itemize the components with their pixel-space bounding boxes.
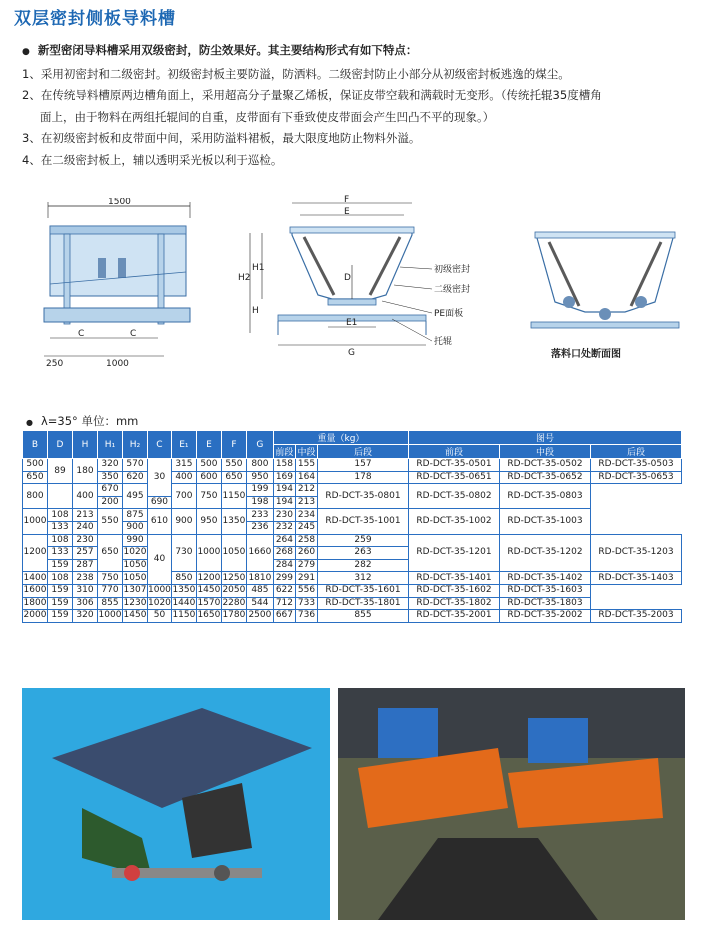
- table-cell: 1000: [196, 534, 221, 572]
- table-cell: RD-DCT-35-2001: [409, 610, 500, 623]
- intro-item-3: 3、在初级密封板和皮带面中间，采用防溢料裙板，最大限度地防止物料外溢。: [22, 131, 421, 145]
- table-cell: 1200: [23, 534, 48, 572]
- table-cell: 230: [73, 534, 98, 547]
- table-cell: 1600: [23, 585, 47, 596]
- table-cell: 800: [246, 459, 273, 472]
- table-cell: 570: [123, 459, 148, 472]
- table-cell: 350: [98, 471, 123, 484]
- table-cell: RD-DCT-35-2003: [591, 610, 682, 623]
- dim-1500: 1500: [108, 198, 131, 207]
- table-cell: 600: [196, 471, 221, 484]
- table-cell: RD-DCT-35-1802: [409, 597, 500, 610]
- drop-section-drawing: [525, 222, 690, 362]
- spec-table: B D H H₁ H₂ C E₁ E F G 重量（kg） 图号 前段 中段 后段 前段 中段 后段 500 89 180 320 570 30 315 500 550 800 158 155 157 RD-DCT-35-0501 RD-DCT-35-0502 RD-DCT-35-0503 650 350 620 400 600 650 950 169 164 178 RD-DCT-35-0651 RD-DCT-35-0652 RD-DCT-35-0653 800 400 670 495 700 750 1150 199 194 212 RD-DCT-35-0801 RD-DCT-35-0802 RD-DCT-35-0803 200 690 198 194 213 1000 108 213 550 875 610 900 950 1350 233 230 234 RD-DCT-35-1001 RD-DCT-35-1002 RD-DCT-35-1003 133 240 900 236 232 245 1200 108 230 650 990 40 730 1000 1050 1660 264 258 259 RD-DCT-35-1201 RD-DCT-35-1202 RD-DCT-35-1203 133 257 1020 268 260 263 159 287 1050 284 279 282 1400 108 238 750 1050 850 1200 1250 1810 299 291 312 RD-DCT-35-1401 RD-DCT-35-1402 RD-DCT-35-1403 1600 159 310 770 1307 1000 1350 1450 2050 485 622 556 RD-DCT-35-1601 RD-DCT-35-1602 RD-DCT-35-1603 1800 159 306 855 1230 1020 1440 1570 2280 544 712 733 RD-DCT-35-1801 RD-DCT-35-1802 RD-DCT-35-1803 2000 159 320 1000 1450 50 1150 1650 1780 2500 667 736 855 RD-DCT-35-2001 RD-DCT-35-2002 RD-DCT-35-2003: [22, 430, 682, 623]
- table-cell: 199: [246, 484, 273, 497]
- table-cell: 990: [123, 534, 148, 547]
- table-row: [23, 597, 682, 610]
- svg-text:1000: 1000: [106, 359, 129, 368]
- table-cell: 495: [123, 484, 148, 509]
- drop-section-caption: 落料口处断面图: [551, 349, 621, 360]
- table-cell: 212: [295, 484, 317, 497]
- table-cell: 158: [273, 459, 295, 472]
- table-cell: RD-DCT-35-1401: [409, 572, 500, 585]
- table-cell: 550: [98, 509, 123, 534]
- table-cell: 1780: [222, 610, 246, 621]
- table-cell: 213: [295, 496, 317, 509]
- table-cell: 200: [98, 496, 123, 509]
- table-cell: 284: [273, 559, 295, 572]
- table-cell: RD-DCT-35-0502: [500, 459, 591, 472]
- table-cell: 155: [295, 459, 317, 472]
- intro-section: [22, 40, 702, 171]
- table-cell: 180: [73, 459, 98, 484]
- table-cell: 855: [98, 597, 123, 610]
- table-cell: 875: [123, 509, 148, 522]
- table-cell: 279: [295, 559, 317, 572]
- table-row: [23, 610, 682, 623]
- table-cell: 1000: [98, 610, 122, 621]
- table-cell: 320: [98, 459, 123, 472]
- table-cell: 2280: [222, 597, 246, 608]
- unit-line: ● λ=35° 单位：mm: [26, 413, 138, 429]
- table-cell: RD-DCT-35-0503: [591, 459, 682, 472]
- table-cell: RD-DCT-35-0651: [409, 471, 500, 484]
- table-cell: 712: [273, 597, 295, 610]
- table-cell: RD-DCT-35-0501: [409, 459, 500, 472]
- svg-text:H2: H2: [238, 273, 251, 283]
- table-cell: 264: [273, 534, 295, 547]
- table-row: [23, 471, 682, 484]
- table-cell: 1230: [123, 597, 147, 608]
- table-cell: 1000: [23, 509, 48, 534]
- table-cell: 650: [23, 471, 48, 484]
- svg-text:E1: E1: [346, 318, 358, 328]
- table-cell: RD-DCT-35-0653: [591, 471, 682, 484]
- table-cell: 236: [246, 521, 273, 534]
- table-cell: 900: [123, 521, 148, 534]
- table-row: [23, 484, 682, 497]
- table-cell: 900: [171, 509, 196, 534]
- table-cell: 1400: [23, 572, 47, 583]
- table-cell: 108: [48, 509, 73, 522]
- table-cell: 1200: [197, 572, 221, 583]
- table-cell: 240: [73, 521, 98, 534]
- render-image: [22, 688, 330, 920]
- svg-text:C: C: [130, 329, 137, 339]
- table-cell: 850: [171, 572, 196, 585]
- table-cell: 690: [148, 496, 172, 509]
- svg-text:250: 250: [46, 359, 64, 368]
- table-cell: 1570: [197, 597, 221, 608]
- table-cell: 670: [98, 484, 123, 497]
- table-cell: 544: [246, 597, 273, 610]
- table-cell: 1307: [123, 585, 147, 596]
- table-cell: RD-DCT-35-0802: [409, 484, 500, 509]
- side-view-drawing: [40, 198, 200, 368]
- table-cell: 234: [295, 509, 317, 522]
- table-cell: 260: [295, 547, 317, 560]
- table-cell: 2500: [246, 610, 273, 623]
- table-cell: 245: [295, 521, 317, 534]
- table-cell: 400: [73, 484, 98, 509]
- table-cell: 1020: [123, 547, 147, 558]
- table-cell: 500: [23, 459, 48, 472]
- table-cell: 282: [318, 559, 409, 572]
- table-cell: 194: [273, 484, 295, 497]
- table-cell: 1660: [246, 534, 273, 572]
- table-cell: 30: [148, 459, 172, 497]
- intro-item-1: 1、采用初密封和二级密封。初级密封板主要防溢，防洒料。二级密封防止小部分从初级密封板逃逸的煤尘。: [22, 66, 570, 81]
- table-cell: RD-DCT-35-1603: [500, 584, 591, 597]
- table-cell: 1000: [148, 585, 171, 596]
- table-cell: 291: [295, 572, 317, 585]
- table-cell: 1650: [197, 610, 221, 621]
- intro-bullet: ● 新型密闭导料槽采用双级密封，防尘效果好。其主要结构形式有如下特点：: [22, 40, 702, 64]
- table-cell: 485: [246, 584, 273, 597]
- table-cell: RD-DCT-35-0801: [318, 484, 409, 509]
- table-cell: 550: [221, 459, 246, 472]
- table-cell: 2050: [222, 585, 246, 596]
- table-cell: 157: [318, 459, 409, 472]
- table-cell: RD-DCT-35-1201: [409, 534, 500, 572]
- table-cell: 259: [318, 534, 409, 547]
- table-cell: 855: [318, 610, 409, 623]
- intro-item-4: 4、在二级密封板上，辅以透明采光板以利于巡检。: [22, 152, 283, 167]
- table-cell: 733: [295, 597, 317, 610]
- table-cell: RD-DCT-35-1403: [591, 572, 682, 585]
- table-cell: 178: [318, 471, 409, 484]
- table-cell: 299: [273, 572, 295, 585]
- table-cell: RD-DCT-35-1003: [500, 509, 591, 534]
- table-cell: 159: [48, 610, 73, 623]
- svg-text:G: G: [348, 348, 355, 358]
- intro-item-2: 2、在传统导料槽原两边槽角面上，采用超高分子量聚乙烯板，保证皮带空载和满载时无变形。（传统托辊35度槽角: [22, 88, 602, 102]
- table-cell: 1150: [172, 610, 196, 621]
- table-row: [23, 584, 682, 597]
- table-cell: 258: [295, 534, 317, 547]
- svg-text:二级密封: 二级密封: [434, 285, 471, 295]
- table-row: [23, 534, 682, 547]
- table-cell: RD-DCT-35-1601: [318, 584, 409, 597]
- table-cell: 169: [273, 471, 295, 484]
- table-cell: 108: [48, 572, 73, 585]
- table-cell: 736: [295, 610, 317, 623]
- table-cell: RD-DCT-35-0652: [500, 471, 591, 484]
- table-cell: 257: [73, 547, 98, 560]
- table-cell: 622: [273, 584, 295, 597]
- page-title: 双层密封侧板导料槽: [14, 9, 176, 29]
- table-cell: 800: [23, 484, 48, 509]
- table-cell: 2000: [23, 610, 47, 621]
- table-cell: 320: [73, 610, 98, 623]
- table-cell: 620: [123, 471, 148, 484]
- svg-text:初级密封: 初级密封: [434, 265, 471, 275]
- table-cell: 40: [148, 534, 172, 584]
- table-cell: 310: [73, 584, 98, 597]
- table-cell: 750: [196, 484, 221, 509]
- table-cell: RD-DCT-35-1602: [409, 584, 500, 597]
- table-cell: 230: [273, 509, 295, 522]
- table-cell: 1350: [221, 509, 246, 534]
- table-cell: RD-DCT-35-1203: [591, 534, 682, 572]
- table-cell: 238: [73, 572, 98, 585]
- table-cell: 159: [48, 584, 73, 597]
- table-cell: 700: [171, 484, 196, 509]
- table-cell: 400: [171, 471, 196, 484]
- table-cell: 159: [48, 559, 73, 572]
- table-cell: 1800: [23, 597, 47, 608]
- svg-text:F: F: [344, 195, 350, 205]
- table-cell: 263: [318, 547, 409, 560]
- svg-text:D: D: [344, 273, 351, 283]
- table-cell: 133: [48, 547, 73, 560]
- table-cell: 232: [273, 521, 295, 534]
- table-cell: 1440: [172, 597, 196, 608]
- table-cell: RD-DCT-35-1402: [500, 572, 591, 585]
- table-cell: 268: [273, 547, 295, 560]
- table-cell: 306: [73, 597, 98, 610]
- cross-section-drawing: [232, 195, 507, 365]
- svg-text:H1: H1: [252, 263, 265, 273]
- svg-text:H: H: [252, 306, 259, 316]
- table-cell: 164: [295, 471, 317, 484]
- site-photo: [338, 688, 685, 920]
- table-cell: 133: [48, 521, 73, 534]
- table-cell: RD-DCT-35-1202: [500, 534, 591, 572]
- table-cell: 198: [246, 496, 273, 509]
- table-row: [23, 459, 682, 472]
- table-cell: RD-DCT-35-1803: [500, 597, 591, 610]
- table-row: [23, 572, 682, 585]
- table-cell: 1050: [221, 534, 246, 572]
- intro-item-2-cont: 面上，由于物料在两组托辊间的自重，皮带面有下垂致使皮带面会产生凹凸不平的现象。）: [40, 109, 495, 124]
- table-cell: RD-DCT-35-1801: [318, 597, 409, 610]
- table-cell: 108: [48, 534, 73, 547]
- table-cell: 1050: [123, 572, 147, 583]
- table-cell: 287: [73, 559, 98, 572]
- table-cell: 89: [48, 459, 73, 484]
- table-cell: 1350: [172, 585, 196, 596]
- table-cell: 1810: [246, 572, 273, 585]
- table-cell: 312: [318, 572, 409, 585]
- table-cell: 159: [48, 597, 73, 610]
- table-cell: 750: [98, 572, 123, 585]
- table-cell: [48, 484, 73, 509]
- table-cell: 1150: [221, 484, 246, 509]
- table-cell: RD-DCT-35-1002: [409, 509, 500, 534]
- table-cell: RD-DCT-35-1001: [318, 509, 409, 534]
- table-cell: 1020: [148, 597, 171, 608]
- table-cell: 667: [273, 610, 295, 623]
- table-cell: 213: [73, 509, 98, 522]
- table-cell: 233: [246, 509, 273, 522]
- table-cell: 1450: [123, 610, 147, 621]
- table-cell: 315: [171, 459, 196, 472]
- table-cell: 770: [98, 584, 123, 597]
- table-cell: 950: [246, 471, 273, 484]
- table-cell: RD-DCT-35-2002: [500, 610, 591, 623]
- svg-text:E: E: [344, 207, 350, 217]
- table-cell: 650: [98, 534, 123, 572]
- svg-text:PE面板: PE面板: [434, 309, 464, 319]
- svg-text:托辊: 托辊: [434, 337, 453, 347]
- table-cell: 556: [295, 584, 317, 597]
- table-row: [23, 509, 682, 522]
- table-cell: 730: [171, 534, 196, 572]
- table-cell: 194: [273, 496, 295, 509]
- table-cell: 610: [148, 509, 172, 534]
- table-cell: 50: [148, 610, 172, 623]
- svg-text:C: C: [78, 329, 85, 339]
- table-cell: RD-DCT-35-0803: [500, 484, 591, 509]
- table-cell: 1050: [123, 560, 147, 571]
- table-cell: 650: [221, 471, 246, 484]
- table-cell: 950: [196, 509, 221, 534]
- table-cell: 500: [196, 459, 221, 472]
- table-cell: 1450: [197, 585, 221, 596]
- table-cell: 1250: [222, 572, 246, 583]
